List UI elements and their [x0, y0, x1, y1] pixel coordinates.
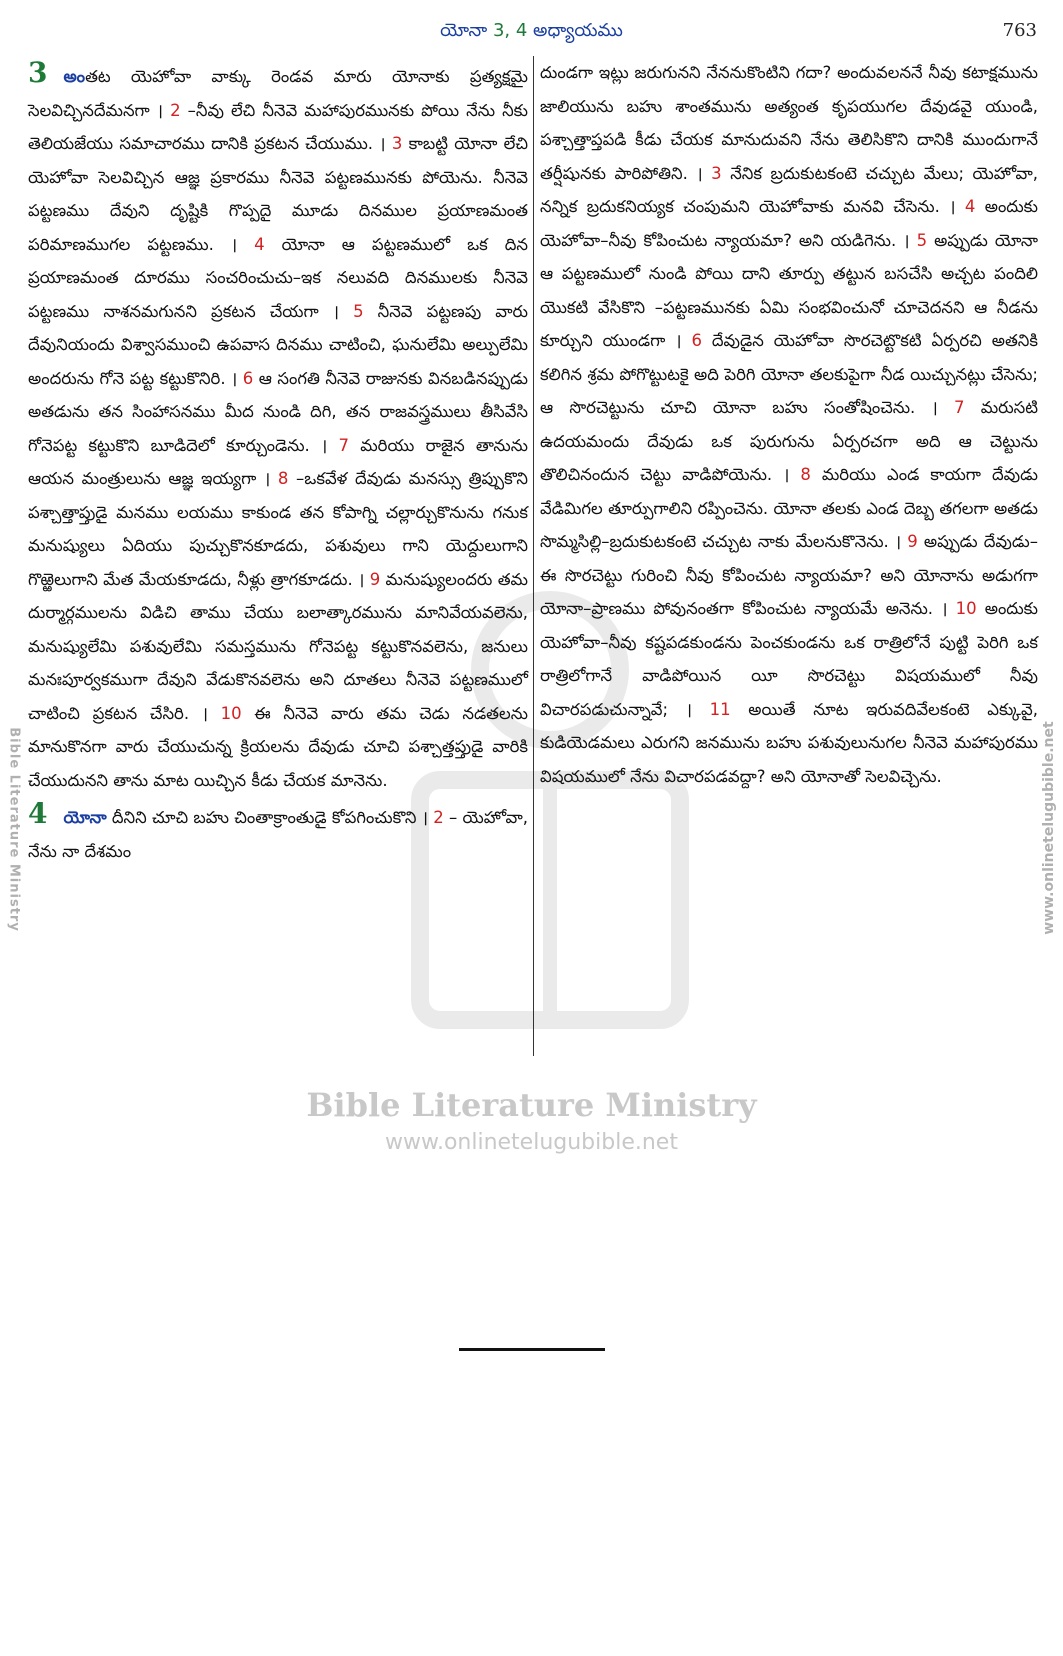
- side-watermark-right-text: www.onlinetelugubible.net: [1041, 721, 1057, 935]
- verse-number: 2: [433, 808, 444, 827]
- verse-number: 3: [391, 134, 403, 153]
- verse-number: 5: [916, 230, 928, 250]
- verse-text: అందుకు యెహోవా–నీవు కష్టపడకుండను పెంచకుండను ఒక రాత్రిలోనే పుట్టి పెరిగి ఒక రాత్రిలోగానే వాడిపోయిన యీ సొరచెట్టు విషయములో నీవు విచారపడుచున్నావే; ।: [540, 599, 1038, 719]
- side-watermark-left-text: Bible Literature Ministry: [6, 727, 22, 932]
- verse-text: మరియు రాజైన తానును ఆయన మంత్రులును ఆజ్ఞ ఇయ్యగా ।: [28, 435, 529, 488]
- verse-text: ఈ నీనెవె వారు తమ చెడు నడతలను మానుకొనగా వారు చేయుచున్న క్రియలను దేవుడు చూచి పశ్చాత్తప్తుడై వారికి చేయుదునని తాను మాట యిచ్చిన కీడు చేయక మానెను.: [28, 703, 528, 790]
- side-watermark-right: [1037, 700, 1059, 960]
- verse-number: 7: [338, 435, 349, 455]
- chapter-first-word: అం: [63, 67, 86, 86]
- verse-text: యోనా ఆ పట్టణములో ఒక దిన ప్రయాణమంత దూరము సంచరించుచు–ఇక నలువది దినములకు నీనెవె పట్టణము నాశనమగునని ప్రకటన చేయగా ।: [28, 234, 528, 321]
- verse-text: అప్పుడు యోనా ఆ పట్టణములో నుండి పోయి దాని తూర్పు తట్టున బసచేసి అచ్చట పందిలి యొకటి వేసికొని –పట్టణమునకు ఏమి సంభవించునో చూచెదనని ఆ నీడను కూర్చుని యుండగా ।: [540, 230, 1038, 350]
- verse-text: –ఒకవేళ దేవుడు మనస్సు త్రిప్పుకొని పశ్చాత్తాప్తుడై మనము లయము కాకుండ తన కోపాగ్ని చల్లార్చుకొనును గనుక మనుష్యులు ఏదియు పుచ్చుకొనకూడదు, పశువులు గాని యెద్దులుగాని గొఱ్ఱెలుగాని మేత మేయకూడదు, నీళ్లు త్రాగకూడదు. ।: [28, 469, 528, 589]
- book-name: యోనా: [440, 20, 488, 41]
- watermark-title: Bible Literature Ministry: [306, 1086, 757, 1124]
- page-header: [0, 20, 1063, 48]
- verse-number: 9: [907, 532, 918, 551]
- verse-number: 4: [254, 234, 265, 254]
- right-text-column: [540, 56, 1038, 793]
- verse-text: దుండగా ఇట్లు జరుగునని నేననుకొంటిని గదా? అందువలననే నీవు కటాక్షమును జాలియును బహు శాంతమును అత్యంత కృపయుగల దేవుడవై యుండి, పశ్చాత్తాప్తపడి కీడు చేయక మానుదువని నేను తెలిసికొని దానికి ముందుగానే తర్షీషునకు పారిపోతిని. ।: [540, 63, 1038, 183]
- verse-text: నీనెవె పట్టణపు వారు దేవునియందు విశ్వాసముంచి ఉపవాస దినము చాటించి, ఘనులేమి అల్పులేమి అందరును గోనె పట్ట కట్టుకొనిరి. ।: [28, 301, 529, 388]
- verse-number: 7: [953, 398, 965, 417]
- chapter-numbers: 3, 4: [492, 20, 528, 41]
- verse-text: తట యెహోవా వాక్కు రెండవ మారు యోనాకు ప్రత్యక్షమై సెలవిచ్చినదేమనగా ।: [28, 67, 528, 120]
- verse-number: 5: [353, 301, 364, 321]
- verse-number: 10: [220, 703, 242, 723]
- verse-number: 6: [691, 331, 702, 350]
- verse-text: కాబట్టి యోనా లేచి యెహోవా సెలవిచ్చిన ఆజ్ఞ ప్రకారము నీనెవె పట్టణమునకు పోయెను. నీనెవె పట్టణము దేవుని దృష్టికి గొప్పదై మూడు దినముల ప్రయాణమంత పరిమాణముగల పట్టణము. ।: [28, 134, 528, 254]
- verse-number: 6: [242, 368, 254, 388]
- verse-text: మరుసటి ఉదయమందు దేవుడు ఒక పురుగును ఏర్పరచగా అది ఆ చెట్టును తొలిచినందున చెట్టు వాడిపోయెను. ।: [540, 398, 1038, 484]
- verse-text: అందుకు యెహోవా–నీవు కోపించుట న్యాయమా? అని యడిగెను. ।: [540, 197, 1038, 250]
- chapter-number: 4: [28, 797, 48, 830]
- verse-number: 10: [955, 599, 977, 618]
- verse-text: మరియు ఎండ కాయగా దేవుడు వేడిమిగల తూర్పుగాలిని రప్పించెను. యోనా తలకు ఎండ దెబ్బ తగలగా అతడు సొమ్మసిల్లి–బ్రదుకుటకంటె చచ్చుట నాకు మేలనుకొనెను. ।: [540, 465, 1038, 551]
- verse-number: 8: [277, 469, 289, 488]
- verse-text: దేవుడైన యెహోవా సొరచెట్టొకటి ఏర్పరచి అతనికి కలిగిన శ్రమ పోగొట్టుటకై అది పెరిగి యోనా తలకుపైగా నీడ యిచ్చునట్లు చేసెను; ఆ సొరచెట్టును చూచి యోనా బహు సంతోషించెను. ।: [540, 331, 1038, 417]
- page-number: 763: [1002, 20, 1037, 41]
- chapter-word: అధ్యాయము: [533, 20, 623, 41]
- verse-number: 8: [800, 465, 811, 484]
- verse-text: మనుష్యులందరు తమ దుర్మార్గములను విడిచి తాము చేయు బలాత్కారమును మానివేయవలెను, మనుష్యులేమి పశువులేమి సమస్తమును గోనెపట్ట కట్టుకొనవలెను, జనులు మనఃపూర్వకముగా దేవుని వేడుకొనవలెను అని దూతలు నీనెవె పట్టణములో చాటించి ప్రకటన చేసిరి. ।: [28, 569, 528, 723]
- verse-text: అప్పుడు దేవుడు–ఈ సొరచెట్టు గురించి నీవు కోపించుట న్యాయమా? అని యోనాను అడుగగా యోనా–ప్రాణము పోవునంతగా కోపించుట న్యాయమే అనెను. ।: [540, 532, 1039, 618]
- verse-number: 9: [369, 569, 381, 589]
- side-watermark-left: [4, 712, 26, 952]
- chapter-first-word: యోనా: [63, 808, 107, 827]
- running-title: [0, 20, 1063, 45]
- verse-text: దీనిని చూచి బహు చింతాక్రాంతుడై కోపగించుకొని ।: [106, 808, 434, 827]
- verse-text: ఆ సంగతి నీనెవె రాజునకు వినబడినప్పుడు అతడును తన సింహాసనము మీద నుండి దిగి, తన రాజవస్త్రములు తీసివేసి గోనెపట్ట కట్టుకొని బూడిదెలో కూర్చుండెను. ।: [28, 368, 528, 455]
- end-rule: [459, 1348, 605, 1351]
- column-divider: [533, 56, 534, 1056]
- chapter-number: 3: [28, 56, 48, 89]
- verse-number: 2: [170, 100, 181, 120]
- verse-text: అయితే నూట ఇరువదివేలకంటె ఎక్కువై, కుడియెడమలు ఎరుగని జనమును బహు పశువులునుగల నీనెవె మహాపురము విషయములో నేను విచారపడవద్దా? అని యోనాతో సెలవిచ్చెను.: [540, 699, 1038, 786]
- verse-number: 3: [711, 163, 722, 183]
- verse-text: నేనిక బ్రదుకుటకంటె చచ్చుట మేలు; యెహోవా, నన్నిక బ్రదుకనియ్యక చంపుమని యెహోవాకు మనవి చేసెను. ।: [540, 163, 1039, 216]
- watermark-url: www.onlinetelugubible.net: [385, 1130, 678, 1155]
- verse-text: –నీవు లేచి నీనెవె మహాపురమునకు పోయి నేను నీకు తెలియజేయు సమాచారము దానికి ప్రకటన చేయుము. ।: [28, 100, 529, 153]
- verse-number: 11: [709, 699, 731, 719]
- verse-text: – యెహోవా, నేను నా దేశమం: [28, 808, 528, 861]
- verse-number: 4: [964, 197, 976, 216]
- left-text-column: [28, 56, 528, 868]
